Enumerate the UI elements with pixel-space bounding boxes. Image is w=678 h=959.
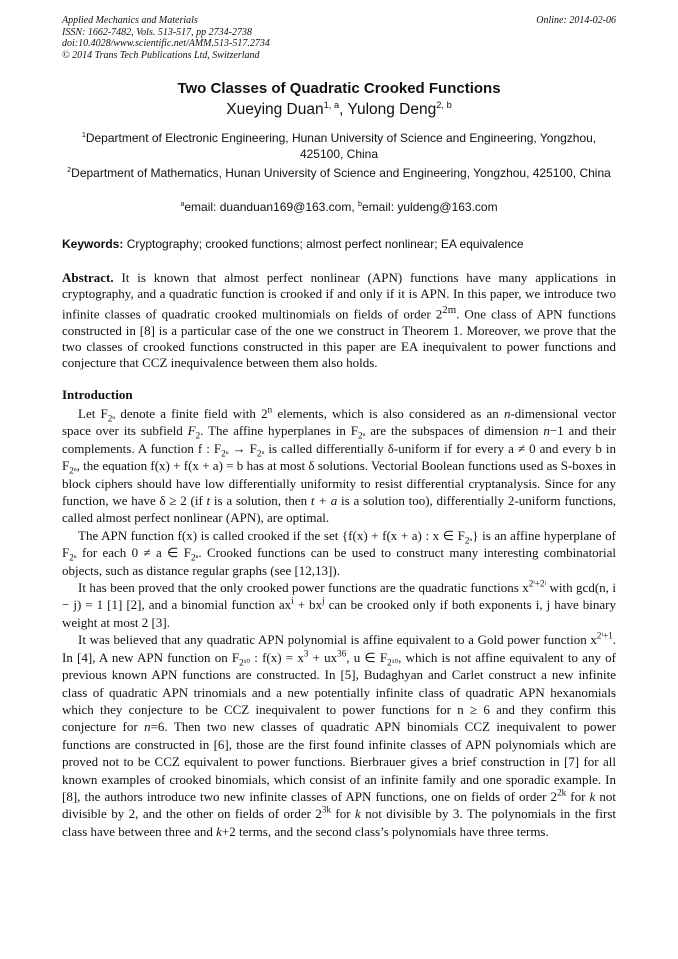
p1-d-i: F <box>187 423 196 439</box>
p1-i-sub: 2ⁿ <box>69 465 77 476</box>
p4-i-sup: 3k <box>321 805 331 816</box>
p3-a-sup: 2ⁱ+2ʲ <box>528 578 546 589</box>
p1-f-i: n <box>543 423 550 439</box>
affiliation-2-text: Department of Mathematics, Hunan University of Science and Engineering, Yongzhou, 425100, China <box>71 166 611 180</box>
p1-b-sup: n <box>267 404 273 415</box>
p1-a: Let F <box>78 406 108 421</box>
p1-j: , the equation f(x) + f(x + a) = b has at most δ solutions. Vectorial Boolean functions used as S-boxes in block ciphers should have low differentially uniformity to resist differential cryptanalysis. Since for any function, we have δ ≥ 2 (if <box>62 458 616 509</box>
p4-g: =6. Then two new classes of quadratic APN binomials CCZ inequivalent to power functions are constructed in [6], those are the first found infinite classes of APN polynomials which are proved not to be CCZ equivalent to power functions. Bierbrauer gives a brief construction in [7] for all known examples of crooked binomials, which consist of an infinite family and one sporadic example. In [8], the authors introduce two new infinite classes of APN functions, one on fields of order 2 <box>62 719 616 804</box>
p4-h-i: k <box>589 788 596 804</box>
p2-d: . Crooked functions can be used to construct many interesting combinatorial objects, such as distance regular graphs (see [12,13]). <box>62 545 616 578</box>
author-2: Yulong Deng <box>347 101 437 118</box>
intro-paragraph-3 <box>62 579 616 631</box>
p3-b-sup: i <box>291 596 294 607</box>
p4-e: , u ∈ F <box>346 649 388 665</box>
affiliation-1-sup: 1 <box>81 130 86 139</box>
p4-a: It was believed that any quadratic APN polynomial is affine equivalent to a Gold power function x <box>78 632 597 648</box>
p1-g: −1 and their complements. A function f : F <box>62 423 616 456</box>
p3-b: with gcd(n, i − j) = 1 [1] [2], and a binomial function ax <box>62 580 616 613</box>
p4-d-sup: 36 <box>337 648 347 659</box>
p1-c: elements, which is also considered as an <box>272 406 504 421</box>
abstract-text-2: . One class of APN functions constructed in [8] is a particular case of the one we construct in Theorem 1. Moreover, we prove that the two classes of crooked functions constructed in this paper are EA inequivalent to power functions and conjecture that CCZ inequivalence between them also holds. <box>62 306 616 371</box>
p4-b: . In [4], A new APN function on F <box>62 632 616 665</box>
p4-k: not divisible by 3. The polynomials in the first class have between three and <box>62 806 616 839</box>
p2-a-sub: 2ⁿ <box>464 535 473 546</box>
copyright-line: © 2014 Trans Tech Publications Ltd, Switzerland <box>62 49 260 61</box>
p4-c-sup: 3 <box>303 648 309 659</box>
p4-a-sup: 2ⁱ+1 <box>596 630 613 641</box>
affiliation-2 <box>62 165 616 181</box>
p4-h: for <box>566 788 590 804</box>
abstract <box>62 270 616 372</box>
p4-e-sub: 2¹⁰ <box>387 657 399 668</box>
p2-c-sub: 2ⁿ <box>190 552 199 563</box>
p3-d: can be crooked only if both exponents i, j have binary weight at most 2 [3]. <box>62 597 616 630</box>
email-line <box>0 200 678 214</box>
p1-f: are the subspaces of dimension <box>365 423 544 439</box>
issn-line: ISSN: 1662-7482, Vols. 513-517, pp 2734-2738 <box>62 26 252 38</box>
p1-k-i: t + a <box>310 493 338 509</box>
p4-g-sup: 2k <box>557 787 567 798</box>
p1-i: is called differentially δ-uniform if for every a ≠ 0 and every b in F <box>62 440 617 474</box>
keywords-text: Cryptography; crooked functions; almost perfect nonlinear; EA equivalence <box>123 237 524 251</box>
email-b: email: yuldeng@163.com <box>362 200 498 214</box>
paper-title: Two Classes of Quadratic Crooked Functions <box>177 80 501 97</box>
p1-l: is a solution too), differentially 2-uniform functions, called almost perfect nonlinear (APN), are optimal. <box>62 493 617 526</box>
p1-a-sub: 2ⁿ <box>107 413 116 424</box>
p3-a: It has been proved that the only crooked power functions are the quadratic functions x <box>78 580 529 596</box>
p1-e: . The affine hyperplanes in F <box>200 423 358 439</box>
affiliation-2-sup: 2 <box>67 165 72 174</box>
author-1: Xueying Duan <box>226 101 324 118</box>
keywords-label: Keywords: <box>62 237 124 251</box>
p4-i: not divisible by 2, and the other on fields of order 2 <box>62 788 616 822</box>
p1-d-sub: 2 <box>195 431 201 441</box>
intro-paragraph-4 <box>62 631 616 840</box>
author-2-sup: 2, b <box>436 99 452 110</box>
affiliation-1-text: Department of Electronic Engineering, Hunan University of Science and Engineering, Yongzhou, 425100, China <box>85 131 597 161</box>
p2-a: The APN function f(x) is called crooked if the set {f(x) + f(x + a) : x ∈ F <box>78 527 465 543</box>
p4-j: for <box>330 806 355 822</box>
p2-b: } is an affine hyperplane of F <box>62 527 616 561</box>
keywords <box>62 237 616 251</box>
journal-name: Applied Mechanics and Materials <box>62 15 198 26</box>
p4-f-i: n <box>144 719 151 735</box>
author-separator: , <box>339 101 348 118</box>
p1-k: is a solution, then <box>210 493 311 509</box>
affiliation-1 <box>62 130 616 162</box>
p4-c: : f(x) = x <box>250 649 304 665</box>
p4-d: + ux <box>308 649 338 665</box>
email-a: email: duanduan169@163.com, <box>184 200 359 214</box>
p1-g-sub: 2ⁿ <box>221 448 229 459</box>
intro-paragraph-1 <box>62 405 616 527</box>
p2-b-sub: 2ⁿ <box>69 552 77 563</box>
p3-c-sup: j <box>322 596 325 607</box>
p4-l: +2 terms, and the second class’s polynomials have three terms. <box>221 823 549 839</box>
p1-d: -dimensional vector space over its subfield <box>62 406 617 439</box>
email-a-sup: a <box>180 199 185 208</box>
p2-c: for each 0 ≠ a ∈ F <box>76 545 191 561</box>
abstract-label: Abstract. <box>62 270 114 285</box>
p1-e-sub: 2ⁿ <box>357 431 366 441</box>
p3-c: + bx <box>293 597 323 613</box>
intro-paragraph-2 <box>62 527 616 579</box>
author-1-sup: 1, a <box>323 99 340 110</box>
p1-h: → F <box>228 440 257 456</box>
p1-h-sub: 2ⁿ <box>256 448 265 459</box>
p4-f: , which is not affine equivalent to any of previous known APN functions are constructed. In [5], Budaghyan and Carlet construct a new infinite class of quadratic APN trinomials and a new potentially infinite class of quadratic APN hexanomials which they conjecture to be CCZ inequivalent to power functions for n ≥ 6 and they confirm this conjecture for <box>62 649 616 735</box>
introduction-heading: Introduction <box>62 387 133 402</box>
email-b-sup: b <box>358 199 363 208</box>
p4-b-sub: 2¹⁰ <box>239 657 251 668</box>
author-line <box>0 101 678 119</box>
p4-j-i: k <box>354 806 361 822</box>
p1-b: denote a finite field with 2 <box>115 406 268 421</box>
p1-j-i: t <box>206 493 211 509</box>
online-date: Online: 2014-02-06 <box>536 15 616 26</box>
doi-line: doi:10.4028/www.scientific.net/AMM.513-517.2734 <box>62 38 270 49</box>
introduction-body <box>62 405 616 840</box>
p4-k-i: k <box>216 823 222 839</box>
abstract-sup: 2m <box>442 304 457 317</box>
p1-c-i: n <box>503 406 511 421</box>
journal-meta <box>62 15 616 61</box>
abstract-text-1: It is known that almost perfect nonlinear (APN) functions have many applications in cryptography, and a quadratic function is crooked if and only if it is APN. In this paper, we introduce two infinite classes of quadratic crooked multinomials on fields of order 2 <box>62 270 616 322</box>
